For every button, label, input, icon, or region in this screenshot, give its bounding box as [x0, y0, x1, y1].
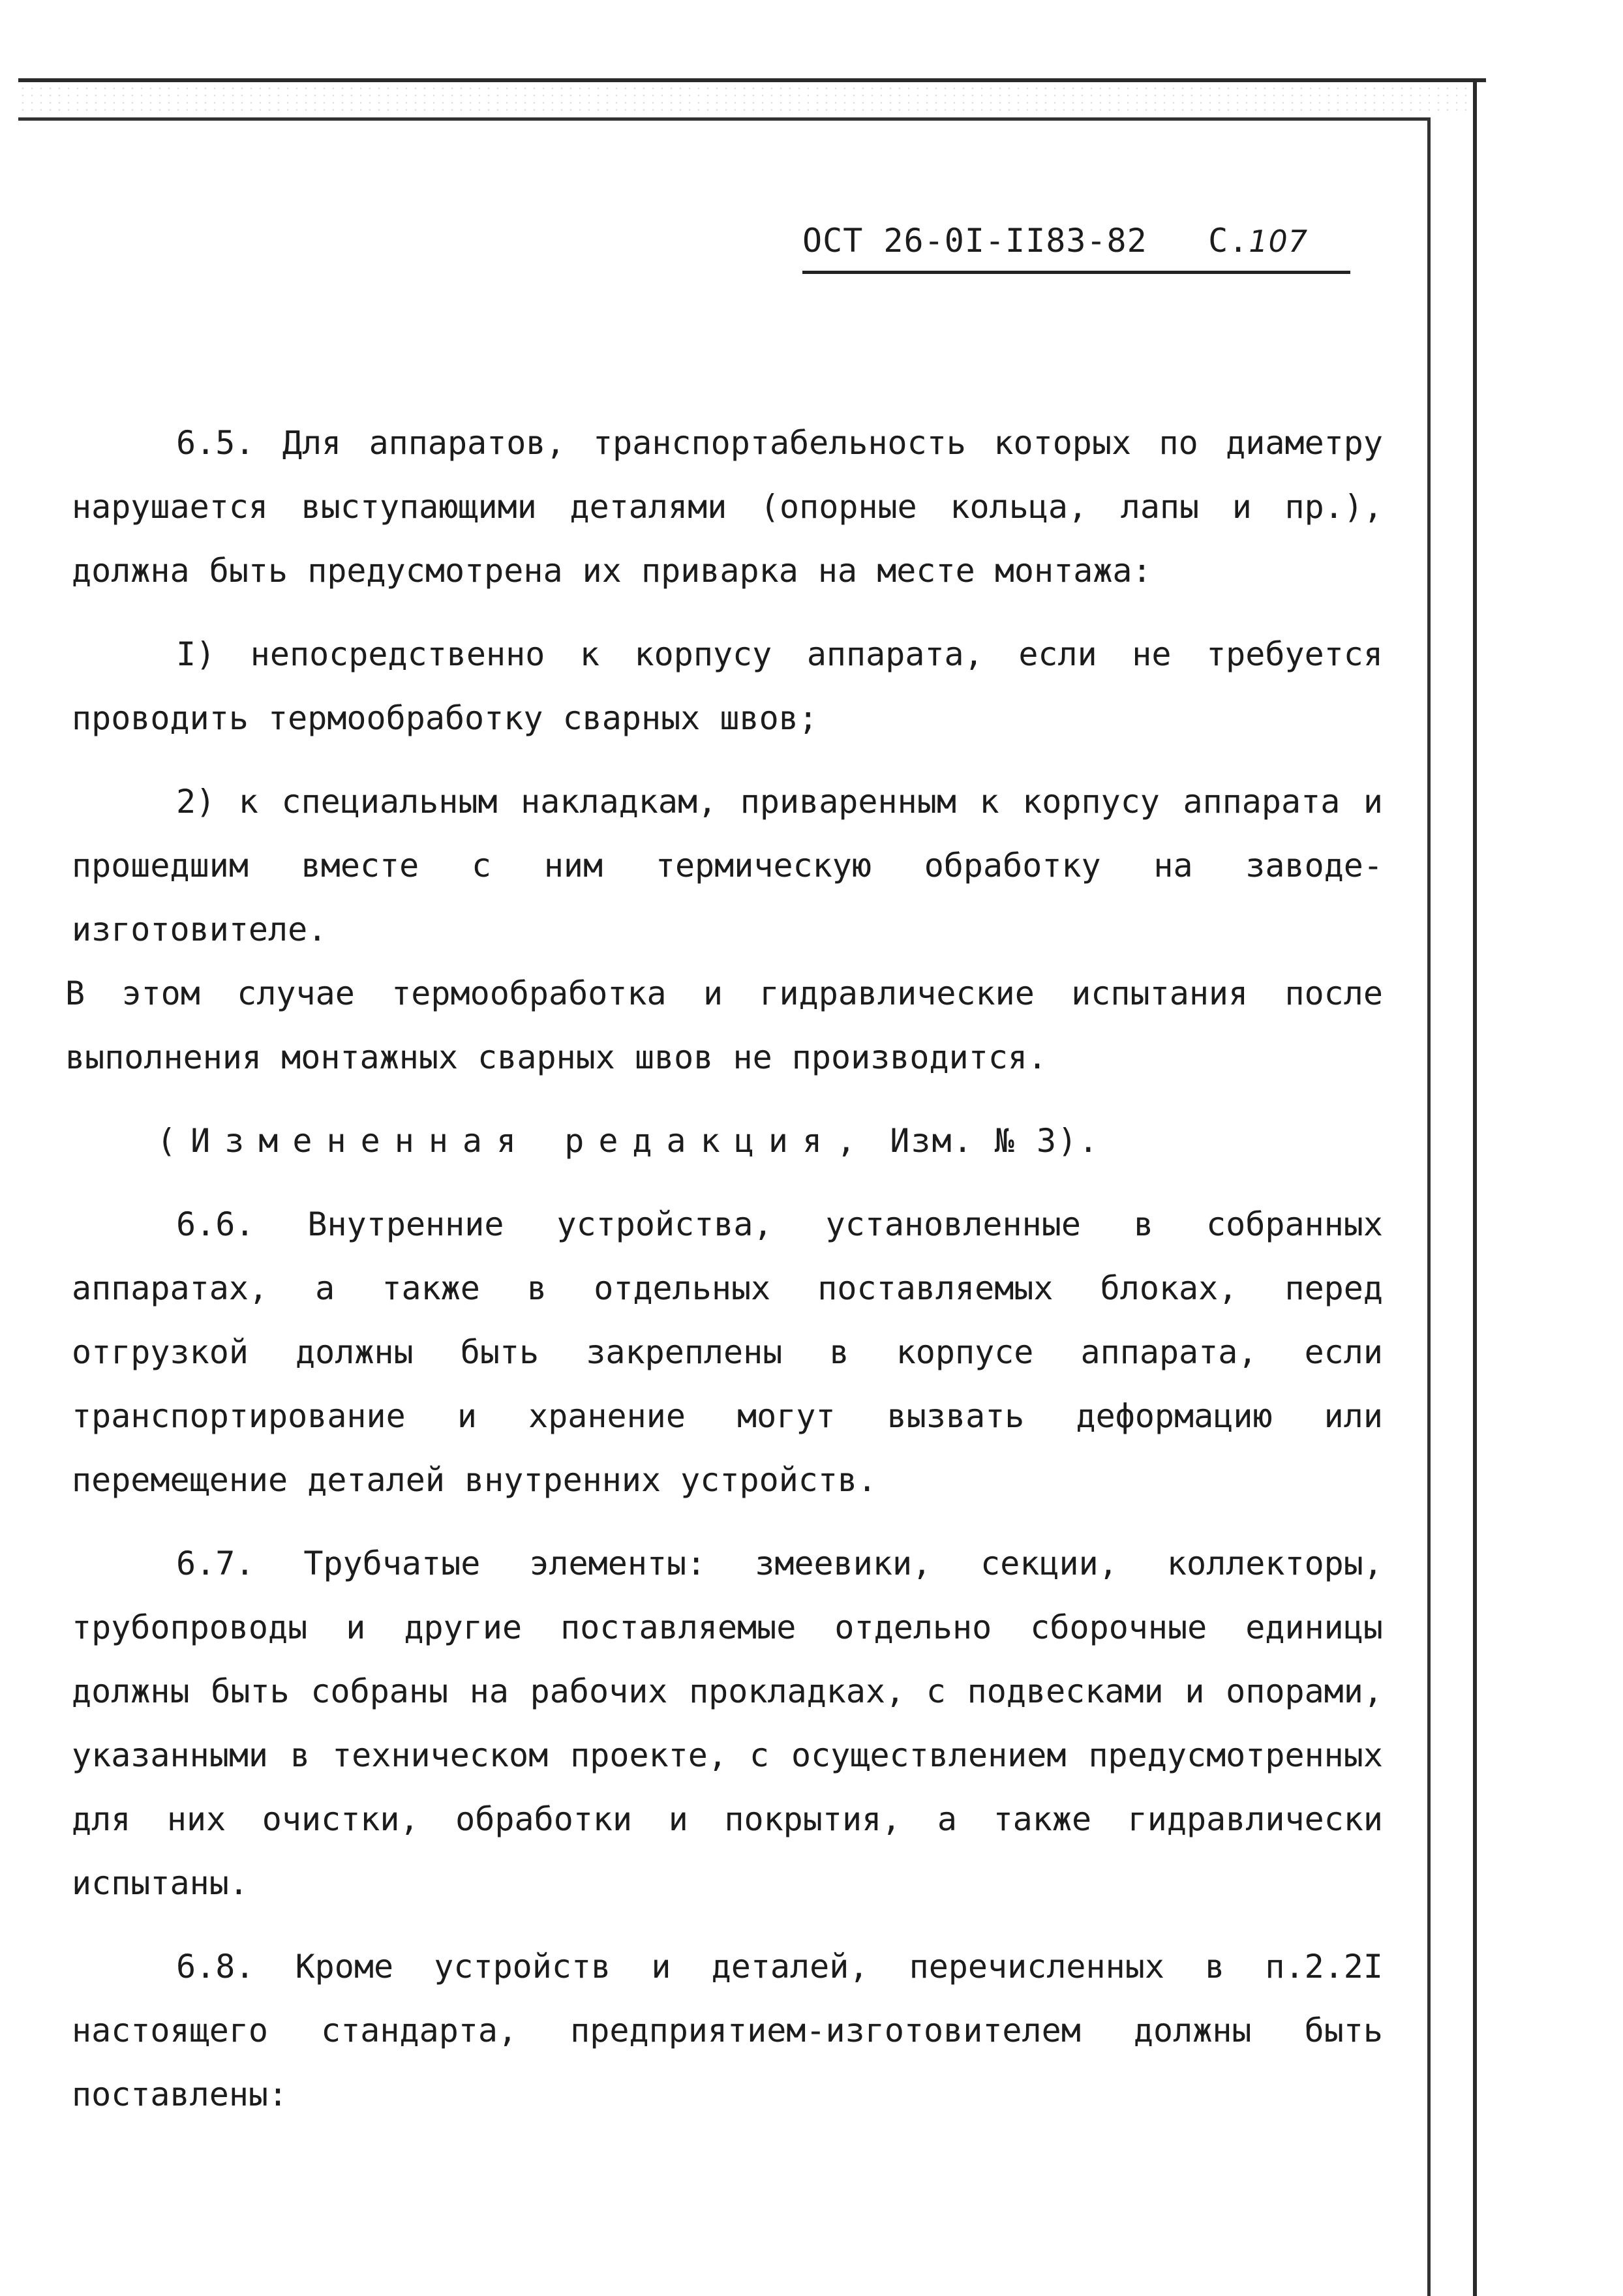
paragraph-6-5-item-2: 2) к специальным накладкам, приваренным к корпусу аппарата и прошедшим вместе с ним термическую обработку на заводе-изготовителе. — [72, 783, 1383, 948]
paragraph-6-5: 6.5. Для аппаратов, транспортабельность которых по диаметру нарушается выступающими деталями (опорные кольца, лапы и пр.), должна быть предусмотрена их приварка на месте монтажа: — [72, 424, 1383, 590]
document-body — [65, 411, 1383, 2146]
document-code: ОСТ 26-0I-II83-82 — [802, 222, 1147, 260]
page-number: 107 — [1249, 224, 1309, 259]
frame-right-inner-line — [1427, 117, 1431, 2296]
revision-label: (Измененная редакция, — [157, 1122, 871, 1160]
paragraph-6-5-revision — [72, 1109, 1383, 1173]
scan-speckle — [18, 85, 1466, 116]
paragraph-6-8: 6.8. Кроме устройств и деталей, перечисленных в п.2.2I настоящего стандарта, предприятием-изготовителем должны быть поставлены: — [72, 1948, 1383, 2113]
page-header — [802, 222, 1308, 260]
page-label: С. — [1208, 222, 1249, 260]
paragraph-6-7: 6.7. Трубчатые элементы: змеевики, секции, коллекторы, трубопроводы и другие поставляемые отдельно сборочные единицы должны быть собраны на рабочих прокладках, с подвесками и опорами, указанными в техническом проекте, с осуществлением предусмотренных для них очистки, обработки и покрытия, а также гидравлически испытаны. — [72, 1545, 1383, 1902]
frame-top-inner-line — [18, 117, 1427, 121]
frame-right-line — [1473, 78, 1477, 2296]
paragraph-6-5-note: В этом случае термообработка и гидравлические испытания после выполнения монтажных сварных швов не производится. — [65, 974, 1383, 1076]
paragraph-6-5-item-1: I) непосредственно к корпусу аппарата, если не требуется проводить термообработку сварных швов; — [72, 635, 1383, 737]
paragraph-6-6: 6.6. Внутренние устройства, установленные в собранных аппаратах, а также в отдельных поставляемых блоках, перед отгрузкой должны быть закреплены в корпусе аппарата, если транспортирование и хранение могут вызвать деформацию или перемещение деталей внутренних устройств. — [72, 1205, 1383, 1499]
header-underline — [802, 271, 1350, 274]
frame-top-line — [18, 78, 1486, 82]
revision-reference: Изм. № 3). — [890, 1122, 1100, 1160]
